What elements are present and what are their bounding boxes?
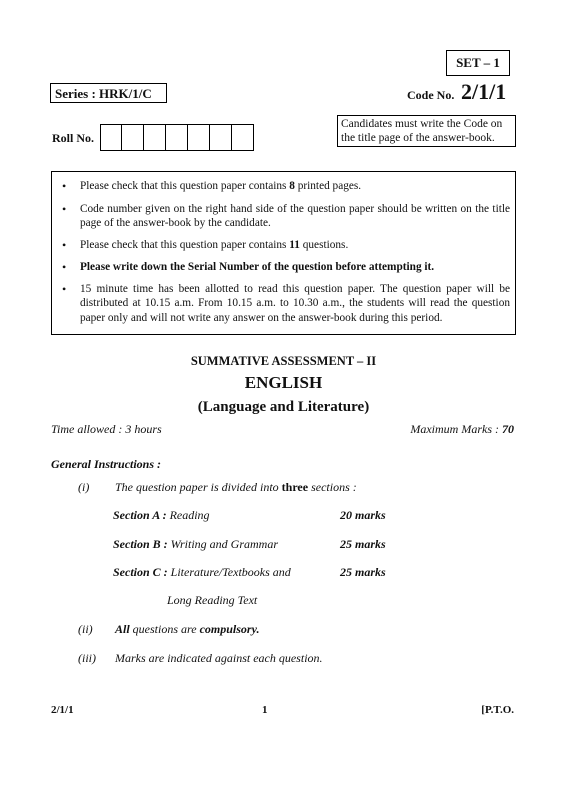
section-a: Section A : Reading: [113, 508, 210, 522]
section-c: Section C : Literature/Textbooks and: [113, 565, 291, 579]
candidates-note: Candidates must write the Code on the title page of the answer-book.: [337, 115, 516, 147]
instruction-item: • Please check that this question paper contains 8 printed pages.: [80, 179, 510, 193]
roll-box[interactable]: [188, 124, 210, 151]
section-b-marks: 25 marks: [340, 537, 386, 551]
instructions-box: [51, 171, 516, 335]
section-c-continuation: Long Reading Text: [167, 593, 258, 607]
set-label: SET – 1: [446, 50, 510, 76]
subject-title: ENGLISH: [244, 373, 323, 392]
gi-text-ii: All questions are compulsory.: [115, 622, 260, 636]
roll-number-boxes[interactable]: [100, 124, 254, 151]
section-c-marks: 25 marks: [340, 565, 386, 579]
gi-number-i: (i): [78, 480, 90, 494]
gi-text-i: The question paper is divided into three sections :: [115, 480, 357, 494]
gi-number-iii: (iii): [78, 651, 96, 665]
instruction-item: • Please check that this question paper contains 11 questions.: [80, 238, 510, 252]
gi-text-iii: Marks are indicated against each question.: [115, 651, 323, 665]
page-number: 1: [262, 704, 268, 716]
maximum-marks: Maximum Marks : 70: [410, 422, 514, 436]
roll-box[interactable]: [210, 124, 232, 151]
section-b: Section B : Writing and Grammar: [113, 537, 279, 551]
instruction-item: • 15 minute time has been allotted to read this question paper. The question paper will be distributed at 10.15 a.m. From 10.15 a.m. to 10.30 a.m., the students will read the question paper only and will not write any answer on the answer-book during this period.: [80, 282, 510, 325]
roll-box[interactable]: [122, 124, 144, 151]
instruction-item: • Please write down the Serial Number of the question before attempting it.: [80, 260, 510, 274]
roll-box[interactable]: [100, 124, 122, 151]
time-allowed: Time allowed : 3 hours: [51, 422, 162, 436]
series-label: Series : HRK/1/C: [50, 83, 167, 103]
code-label: Code No.: [407, 88, 455, 102]
subject-subtitle: (Language and Literature): [197, 399, 370, 415]
roll-box[interactable]: [144, 124, 166, 151]
footer-code: 2/1/1: [51, 704, 74, 716]
general-instructions-heading: General Instructions :: [51, 457, 162, 471]
code-number: 2/1/1: [461, 79, 507, 104]
assessment-title: SUMMATIVE ASSESSMENT – II: [190, 354, 377, 368]
roll-box[interactable]: [232, 124, 254, 151]
section-a-marks: 20 marks: [340, 508, 386, 522]
pto-label: [P.T.O.: [481, 704, 514, 716]
gi-number-ii: (ii): [78, 622, 93, 636]
roll-label: Roll No.: [52, 131, 94, 145]
instruction-item: • Code number given on the right hand side of the question paper should be written on the title page of the answer-book by the candidate.: [80, 202, 510, 231]
roll-box[interactable]: [166, 124, 188, 151]
